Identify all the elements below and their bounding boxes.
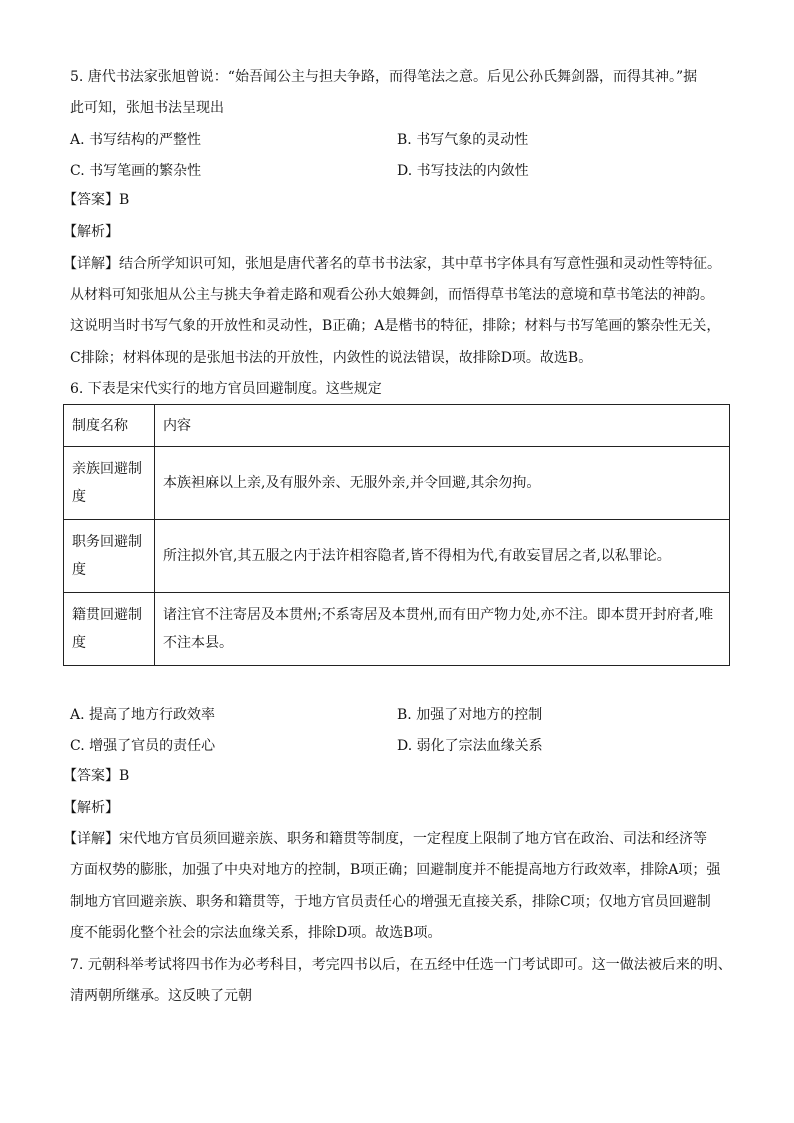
row-system-name xyxy=(64,520,155,593)
row-content xyxy=(155,447,730,520)
avoidance-rules-table xyxy=(63,404,730,666)
row-content-line: 诸注官不注寄居及本贯州;不系寄居及本贯州,而有田产物力处,亦不注。即本贯开封府者,唯 xyxy=(163,607,714,623)
row-name-line: 度 xyxy=(72,562,86,578)
row-content xyxy=(155,520,730,593)
table-row xyxy=(64,520,730,593)
q6-analysis-label: 【解析】 xyxy=(63,800,119,816)
q5-option-c: C. 书写笔画的繁杂性 xyxy=(70,163,202,179)
table-row xyxy=(64,447,730,520)
row-content xyxy=(155,593,730,666)
q6-detail-line: 度不能弱化整个社会的宗法血缘关系，排除D项。故选B项。 xyxy=(70,925,442,941)
row-name-line: 职务回避制 xyxy=(72,534,142,550)
q5-answer: 【答案】B xyxy=(63,192,130,208)
q7-stem-line1: 7. 元朝科举考试将四书作为必考科目，考完四书以后，在五经中任选一门考试即可。这一做法被后来的明、 xyxy=(70,957,732,973)
q5-option-d: D. 书写技法的内敛性 xyxy=(397,163,529,179)
row-name-line: 度 xyxy=(72,635,86,651)
row-content-line: 本族袒麻以上亲,及有服外亲、无服外亲,并令回避,其余勿拘。 xyxy=(163,475,541,491)
row-name-line: 度 xyxy=(72,489,86,505)
q6-option-a: A. 提高了地方行政效率 xyxy=(70,707,216,723)
row-system-name xyxy=(64,593,155,666)
q5-detail-line: C排除；材料体现的是张旭书法的开放性，内敛性的说法错误，故排除D项。故选B。 xyxy=(70,350,593,366)
q6-option-b: B. 加强了对地方的控制 xyxy=(397,707,543,723)
q5-detail-line: 从材料可知张旭从公主与挑夫争着走路和观看公孙大娘舞剑，而悟得草书笔法的意境和草书笔法的神韵。 xyxy=(70,287,714,303)
q6-option-c: C. 增强了官员的责任心 xyxy=(70,738,216,754)
q6-detail-line: 方面权势的膨胀，加强了中央对地方的控制，B项正确；回避制度并不能提高地方行政效率，排除A项；强 xyxy=(70,862,721,878)
q6-option-d: D. 弱化了宗法血缘关系 xyxy=(397,738,543,754)
row-content-line: 所注拟外官,其五服之内于法许相容隐者,皆不得相为代,有敢妄冒居之者,以私罪论。 xyxy=(163,548,671,564)
row-system-name xyxy=(64,447,155,520)
q6-detail-line: 制地方官回避亲族、职务和籍贯等，于地方官员责任心的增强无直接关系，排除C项；仅地方官员回避制 xyxy=(70,894,711,910)
q6-answer: 【答案】B xyxy=(63,768,130,784)
q6-stem: 6. 下表是宋代实行的地方官员回避制度。这些规定 xyxy=(70,381,382,397)
q5-stem-line1: 5. 唐代书法家张旭曾说：“始吾闻公主与担夫争路，而得笔法之意。后见公孙氏舞剑器，而得其神。”据 xyxy=(70,69,698,85)
q5-option-a: A. 书写结构的严整性 xyxy=(70,132,202,148)
q5-analysis-label: 【解析】 xyxy=(63,224,119,240)
q6-detail-line: 【详解】宋代地方官员须回避亲族、职务和籍贯等制度，一定程度上限制了地方官在政治、司法和经济等 xyxy=(63,831,707,847)
q5-detail-line: 这说明当时书写气象的开放性和灵动性，B正确；A是楷书的特征，排除；材料与书写笔画的繁杂性无关， xyxy=(70,318,721,334)
row-content-line: 不注本县。 xyxy=(163,635,233,651)
q5-option-b: B. 书写气象的灵动性 xyxy=(397,132,529,148)
header-system-name: 制度名称 xyxy=(64,405,155,447)
row-name-line: 籍贯回避制 xyxy=(72,607,142,623)
q5-stem-line2: 此可知，张旭书法呈现出 xyxy=(70,100,224,116)
header-content: 内容 xyxy=(155,405,730,447)
q5-detail-line: 【详解】结合所学知识可知，张旭是唐代著名的草书书法家，其中草书字体具有写意性强和灵动性等特征。 xyxy=(63,256,721,272)
row-name-line: 亲族回避制 xyxy=(72,461,142,477)
table-row xyxy=(64,593,730,666)
q7-stem-line2: 清两朝所继承。这反映了元朝 xyxy=(70,988,252,1004)
table-header-row xyxy=(64,405,730,447)
